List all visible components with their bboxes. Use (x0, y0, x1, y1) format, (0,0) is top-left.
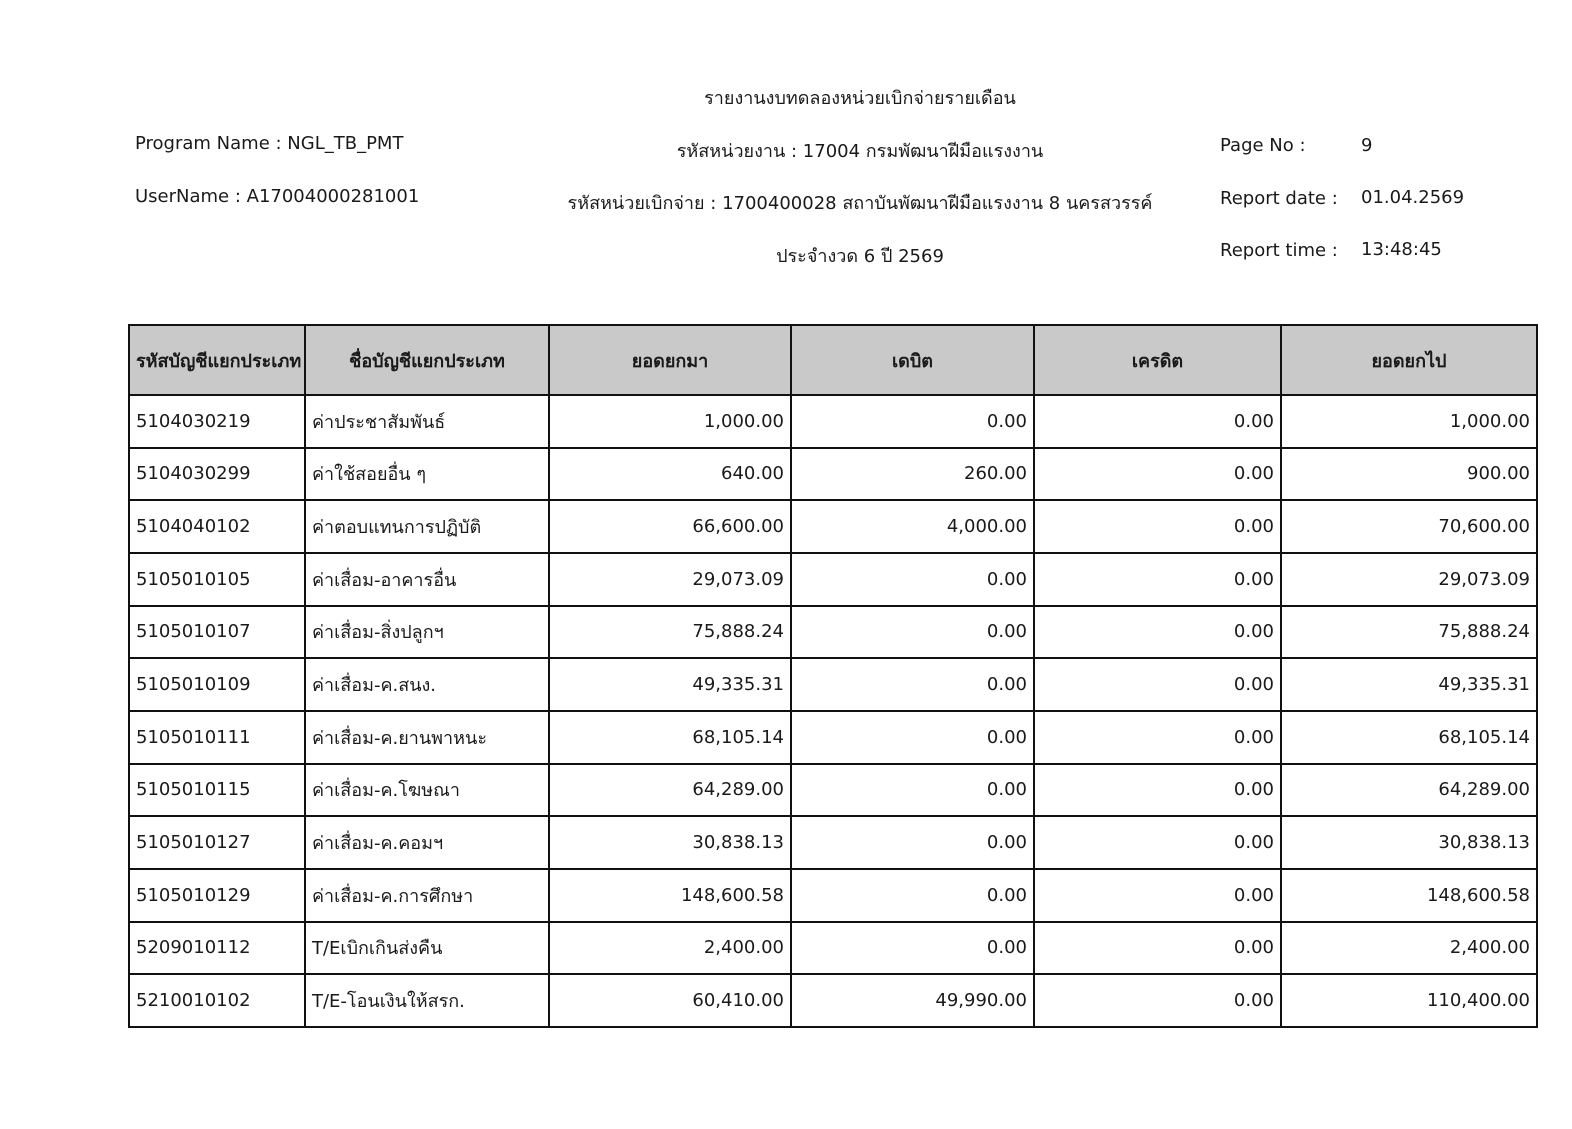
closing-balance-cell: 64,289.00 (1281, 764, 1537, 817)
account-name-cell: ค่าเสื่อม-ค.โฆษณา (305, 764, 549, 817)
opening-balance-cell: 30,838.13 (549, 816, 791, 869)
opening-balance-cell: 29,073.09 (549, 553, 791, 606)
credit-cell: 0.00 (1034, 658, 1281, 711)
page-no-label: Page No : (1220, 135, 1306, 156)
opening-balance-cell: 68,105.14 (549, 711, 791, 764)
account-name-cell: T/E-โอนเงินให้สรก. (305, 974, 549, 1027)
agency-code: รหัสหน่วยงาน : 17004 กรมพัฒนาฝีมือแรงงาน (676, 141, 1044, 162)
debit-cell: 0.00 (791, 553, 1034, 606)
table-row (129, 764, 1537, 817)
table-body (129, 395, 1537, 1027)
debit-cell: 0.00 (791, 922, 1034, 975)
closing-balance-cell: 70,600.00 (1281, 500, 1537, 553)
table-row (129, 658, 1537, 711)
account-code-cell: 5104030219 (129, 395, 305, 448)
table-row (129, 711, 1537, 764)
account-name-cell: T/Eเบิกเกินส่งคืน (305, 922, 549, 975)
report-date-label: Report date : (1220, 188, 1338, 209)
closing-balance-cell: 148,600.58 (1281, 869, 1537, 922)
account-name-cell: ค่าใช้สอยอื่น ๆ (305, 448, 549, 501)
closing-balance-cell: 75,888.24 (1281, 606, 1537, 659)
report-title: รายงานงบทดลองหน่วยเบิกจ่ายรายเดือน (704, 88, 1016, 109)
table-row (129, 816, 1537, 869)
debit-cell: 4,000.00 (791, 500, 1034, 553)
credit-cell: 0.00 (1034, 816, 1281, 869)
opening-balance-cell: 60,410.00 (549, 974, 791, 1027)
report-period: ประจำงวด 6 ปี 2569 (776, 246, 944, 267)
account-code-cell: 5105010129 (129, 869, 305, 922)
debit-cell: 49,990.00 (791, 974, 1034, 1027)
disbursement-unit: รหัสหน่วยเบิกจ่าย : 1700400028 สถาบันพัฒนาฝีมือแรงงาน 8 นครสวรรค์ (567, 193, 1153, 214)
account-code-cell: 5210010102 (129, 974, 305, 1027)
credit-cell: 0.00 (1034, 553, 1281, 606)
table-row (129, 606, 1537, 659)
account-name-cell: ค่าตอบแทนการปฏิบัติ (305, 500, 549, 553)
report-time-value: 13:48:45 (1361, 239, 1442, 260)
account-name-cell: ค่าประชาสัมพันธ์ (305, 395, 549, 448)
account-name-cell: ค่าเสื่อม-ค.การศึกษา (305, 869, 549, 922)
column-header-closing-balance: ยอดยกไป (1281, 325, 1537, 395)
page-no-value: 9 (1361, 135, 1373, 156)
opening-balance-cell: 49,335.31 (549, 658, 791, 711)
table-row (129, 922, 1537, 975)
table-row (129, 974, 1537, 1027)
opening-balance-cell: 75,888.24 (549, 606, 791, 659)
table-row (129, 395, 1537, 448)
credit-cell: 0.00 (1034, 606, 1281, 659)
opening-balance-cell: 64,289.00 (549, 764, 791, 817)
account-code-cell: 5104030299 (129, 448, 305, 501)
account-name-cell: ค่าเสื่อม-ค.คอมฯ (305, 816, 549, 869)
account-name-cell: ค่าเสื่อม-อาคารอื่น (305, 553, 549, 606)
account-code-cell: 5105010107 (129, 606, 305, 659)
program-name: Program Name : NGL_TB_PMT (135, 133, 404, 154)
table-row (129, 553, 1537, 606)
closing-balance-cell: 30,838.13 (1281, 816, 1537, 869)
closing-balance-cell: 68,105.14 (1281, 711, 1537, 764)
account-code-cell: 5105010115 (129, 764, 305, 817)
account-name-cell: ค่าเสื่อม-สิ่งปลูกฯ (305, 606, 549, 659)
debit-cell: 0.00 (791, 606, 1034, 659)
account-code-cell: 5105010105 (129, 553, 305, 606)
credit-cell: 0.00 (1034, 922, 1281, 975)
debit-cell: 260.00 (791, 448, 1034, 501)
column-header-credit: เครดิต (1034, 325, 1281, 395)
debit-cell: 0.00 (791, 395, 1034, 448)
opening-balance-cell: 148,600.58 (549, 869, 791, 922)
credit-cell: 0.00 (1034, 395, 1281, 448)
account-code-cell: 5209010112 (129, 922, 305, 975)
closing-balance-cell: 49,335.31 (1281, 658, 1537, 711)
table-row (129, 448, 1537, 501)
column-header-account-code: รหัสบัญชีแยกประเภท (129, 325, 305, 395)
account-code-cell: 5105010109 (129, 658, 305, 711)
column-header-account-name: ชื่อบัญชีแยกประเภท (305, 325, 549, 395)
credit-cell: 0.00 (1034, 500, 1281, 553)
account-code-cell: 5105010111 (129, 711, 305, 764)
debit-cell: 0.00 (791, 869, 1034, 922)
credit-cell: 0.00 (1034, 869, 1281, 922)
closing-balance-cell: 1,000.00 (1281, 395, 1537, 448)
account-name-cell: ค่าเสื่อม-ค.สนง. (305, 658, 549, 711)
report-time-label: Report time : (1220, 240, 1338, 261)
debit-cell: 0.00 (791, 764, 1034, 817)
opening-balance-cell: 640.00 (549, 448, 791, 501)
account-code-cell: 5104040102 (129, 500, 305, 553)
debit-cell: 0.00 (791, 658, 1034, 711)
closing-balance-cell: 900.00 (1281, 448, 1537, 501)
username: UserName : A17004000281001 (135, 186, 420, 207)
credit-cell: 0.00 (1034, 974, 1281, 1027)
opening-balance-cell: 1,000.00 (549, 395, 791, 448)
table-row (129, 500, 1537, 553)
table-header-row (129, 325, 1537, 395)
table-row (129, 869, 1537, 922)
column-header-debit: เดบิต (791, 325, 1034, 395)
credit-cell: 0.00 (1034, 764, 1281, 817)
column-header-opening-balance: ยอดยกมา (549, 325, 791, 395)
opening-balance-cell: 2,400.00 (549, 922, 791, 975)
account-name-cell: ค่าเสื่อม-ค.ยานพาหนะ (305, 711, 549, 764)
debit-cell: 0.00 (791, 711, 1034, 764)
credit-cell: 0.00 (1034, 448, 1281, 501)
trial-balance-table (128, 324, 1538, 1028)
report-date-value: 01.04.2569 (1361, 187, 1465, 208)
closing-balance-cell: 29,073.09 (1281, 553, 1537, 606)
credit-cell: 0.00 (1034, 711, 1281, 764)
closing-balance-cell: 110,400.00 (1281, 974, 1537, 1027)
closing-balance-cell: 2,400.00 (1281, 922, 1537, 975)
debit-cell: 0.00 (791, 816, 1034, 869)
account-code-cell: 5105010127 (129, 816, 305, 869)
opening-balance-cell: 66,600.00 (549, 500, 791, 553)
